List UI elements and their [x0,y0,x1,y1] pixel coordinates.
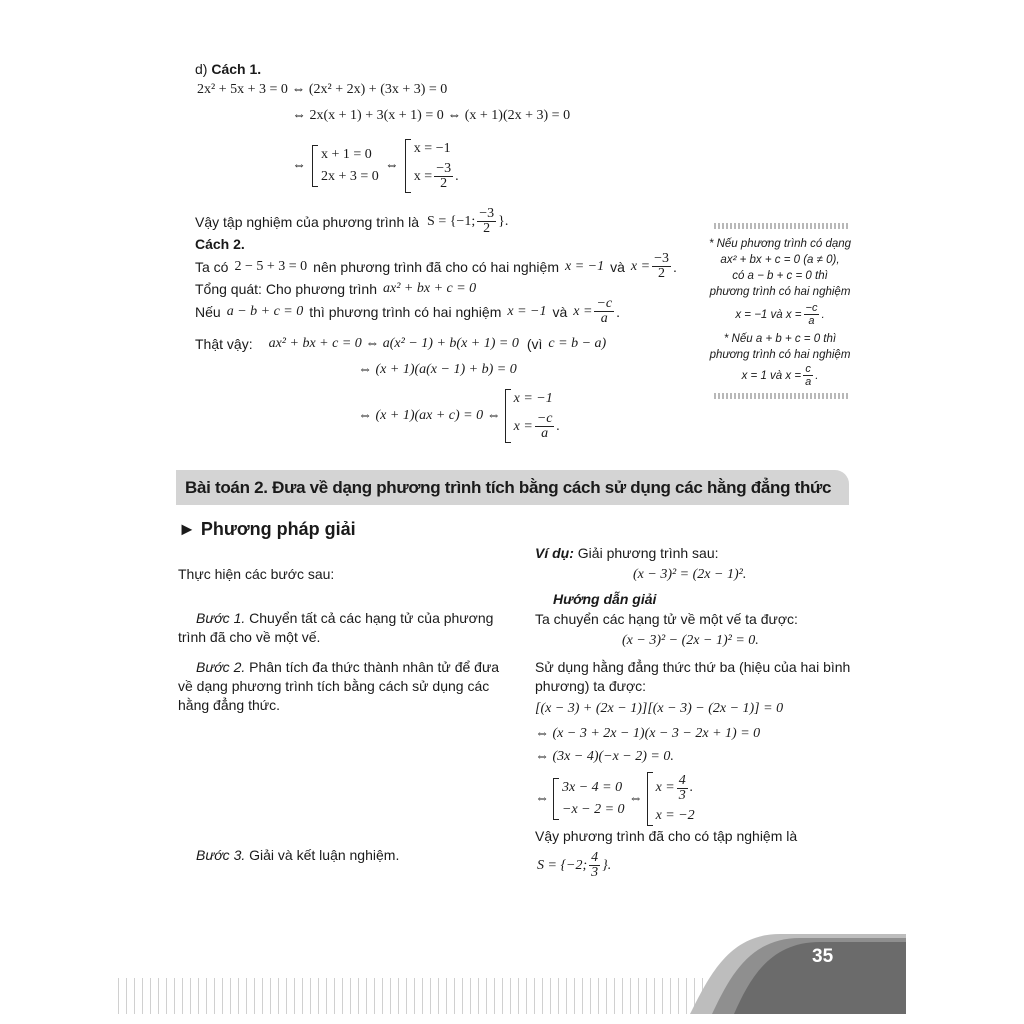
text: thì phương trình có hai nghiệm [309,303,502,320]
guide-eq4: ⇔ (x − 3 + 2x − 1)(x − 3 − 2x + 1) = 0 [535,726,761,741]
guide-text2 [535,658,850,696]
example-label: Ví dụ: [535,545,574,561]
note-line: phương trình có hai nghiệm [709,286,851,298]
math: x = −1 [507,303,547,319]
method-heading: ► Phương pháp giải [178,519,356,539]
note-line: phương trình có hai nghiệm [709,349,851,361]
frac-den: a [600,311,608,326]
fraction [594,297,614,326]
sys-row: x = $\frac{-3}{2}$ . [413,161,459,192]
side-note [705,236,855,388]
math: ax² + bx + c = 0 ⇔ a(x² − 1) + b(x + 1) = 0 [268,336,519,351]
fraction [677,774,688,803]
text: Thật vậy: [195,336,253,352]
step1 [178,609,493,647]
sys-row: x = −1 [413,140,451,156]
fraction [652,252,671,281]
note-line: * Nếu phương trình có dạng [708,238,852,250]
note-line: * Nếu a + b + c = 0 thì [723,333,837,345]
guide-eq3: [(x − 3) + (2x − 1)][(x − 3) − (2x − 1)] = 0 [535,701,784,716]
item-label: d) [195,61,212,77]
solution-set-line [195,207,508,236]
equiv-symbol: ⇔ [384,158,399,173]
guide-eq2: (x − 3)² − (2x − 1)² = 0. [622,633,759,648]
frac-den: 3 [678,787,686,803]
m2-line1: Ta có 2 − 5 + 3 = 0 nên phương trình đã cho có hai nghiệm x = −1 và x = $\frac{-3}{2}$ . [195,251,677,281]
example-conclusion: Vậy phương trình đã cho có tập nghiệm là [535,828,798,844]
system-a [553,777,625,821]
solution-set-math: S = {−1; [427,213,476,229]
note-line [742,363,819,388]
method1-title: Cách 1. [211,61,262,77]
fraction [434,162,453,191]
fraction [589,851,600,880]
note-line [735,302,824,327]
math: x = [630,258,651,274]
footer-pattern [118,978,718,1014]
frac-den: a [541,426,549,442]
frac-den: 2 [440,176,448,192]
proof-line2: ⇔ (x + 1)(a(x − 1) + b) = 0 [358,362,517,377]
text: Ta có [195,258,229,275]
step-text: về dạng phương trình tích bằng cách sử dụng các [178,678,490,694]
frac-den: 3 [591,865,599,880]
step-text: Giải và kết luận nghiệm. [245,847,400,863]
sys-row: −x − 2 = 0 [562,802,625,817]
sys-row: x = −1 [513,390,553,406]
note-line: có a − b + c = 0 thì [732,270,828,282]
if-line: Nếu a − b + c = 0 thì phương trình có hai nghiệm x = −1 và x = $\frac{-c}{a}$ . [195,296,621,326]
text: Tổng quát: Cho phương trình [195,281,377,297]
math: x = [573,303,593,319]
system-b [405,138,459,194]
sys-row-lhs: x = [413,168,433,184]
banner-title: Bài toán 2. Đưa về dạng phương trình tích bằng cách sử dụng các hằng đẳng thức [185,478,832,497]
m1-line2: ⇔ 2x(x + 1) + 3(x + 1) = 0 ⇔ (x + 1)(2x + 3) = 0 [292,108,571,123]
note-top-border [714,223,848,229]
step-label: Bước 3. [196,847,246,863]
math: a − b + c = 0 [226,303,304,319]
math: ⇔ (x + 1)(ax + c) = 0 ⇔ [358,408,501,423]
frac-num: −c [596,296,613,311]
text: (vì [526,336,543,352]
fraction [477,207,496,236]
guide-heading: Hướng dẫn giải [553,591,657,607]
note-line: ax² + bx + c = 0 (a ≠ 0), [720,254,840,266]
sys-row: x + 1 = 0 [321,147,372,162]
math: 2 − 5 + 3 = 0 [234,258,308,274]
step-label: Bước 1. [196,610,246,626]
note-text: x = 1 và x = [741,369,802,382]
sys-row [656,774,695,803]
proof-line1 [195,335,606,353]
sys-row-lhs: x = [655,780,675,796]
sys-row: x = $\frac{-c}{a}$ . [513,411,560,442]
math: c = b − a) [548,336,607,351]
note-text: x = −1 và x = [735,308,802,321]
math: ax² + bx + c = 0 [383,281,477,296]
fraction [804,302,820,327]
sys-row: 3x − 4 = 0 [562,780,623,795]
method2-title: Cách 2. [195,236,245,252]
frac-num: −3 [479,206,495,221]
solution-set-text: Vậy tập nghiệm của phương trình là [195,213,420,230]
m1-system [292,138,459,194]
text: Nếu [195,303,221,320]
page-corner-decoration [690,934,906,1014]
text: Sử dụng hằng đẳng thức thứ ba (hiệu của hai bình [535,659,851,675]
equiv-symbol: ⇔ [628,791,643,806]
method-intro: Thực hiện các bước sau: [178,566,335,582]
text: phương) ta được: [535,678,647,694]
math: S = {−2; [537,857,588,873]
system [505,388,560,444]
note-bottom-border [714,393,848,399]
sys-row-lhs: x = [513,418,533,434]
equiv-symbol: ⇔ [292,158,306,173]
general-line [195,280,476,298]
frac-den: a [808,315,815,327]
text: và [552,303,568,320]
note-dot: . [821,308,825,321]
brace-close: }. [602,857,612,873]
section-d-heading [195,60,261,78]
example-equation: (x − 3)² = (2x − 1)². [633,567,747,582]
frac-den: 2 [658,266,666,281]
note-dot: . [815,369,819,382]
fraction [535,412,555,441]
text: và [610,258,625,275]
sys-row: 2x + 3 = 0 [321,169,379,184]
proof-line3 [358,388,560,444]
brace-close: }. [498,213,509,229]
frac-num: 4 [678,772,686,788]
guide-eq5: ⇔ (3x − 4)(−x − 2) = 0. [535,749,674,764]
step-label: Bước 2. [196,659,246,675]
step3 [196,846,399,864]
frac-num: −3 [654,251,669,266]
math: x = −1 [564,258,605,274]
page-number: 35 [812,946,834,967]
dot: . [689,780,694,796]
guide-text1: Ta chuyển các hạng tử về một vế ta được: [535,611,798,627]
sys-row: x = −2 [655,808,695,824]
step-text: Chuyển tất cả các hạng tử của phương [245,610,494,626]
example-solution-set [537,851,611,880]
problem-banner [176,470,849,505]
example-title [535,544,719,562]
step-text: hằng đẳng thức. [178,697,281,713]
m1-line1: 2x² + 5x + 3 = 0 ⇔ (2x² + 2x) + (3x + 3) = 0 [197,82,448,97]
step2 [178,658,499,715]
frac-num: 4 [591,850,599,865]
system-b [647,771,695,827]
frac-den: a [805,376,812,388]
step-text: trình đã cho về một vế. [178,629,321,645]
system-a [312,144,379,188]
frac-den: 2 [483,221,491,236]
example-text: Giải phương trình sau: [573,545,719,561]
frac-num: −3 [436,161,452,177]
frac-num: −c [805,302,818,314]
guide-system [535,771,695,827]
fraction [803,363,813,388]
text: nên phương trình đã cho có hai nghiệm [313,258,559,275]
equiv-symbol: ⇔ [535,791,549,806]
frac-num: −c [536,411,553,427]
step-text: Phân tích đa thức thành nhân tử để đưa [245,659,500,675]
frac-num: c [805,363,811,375]
